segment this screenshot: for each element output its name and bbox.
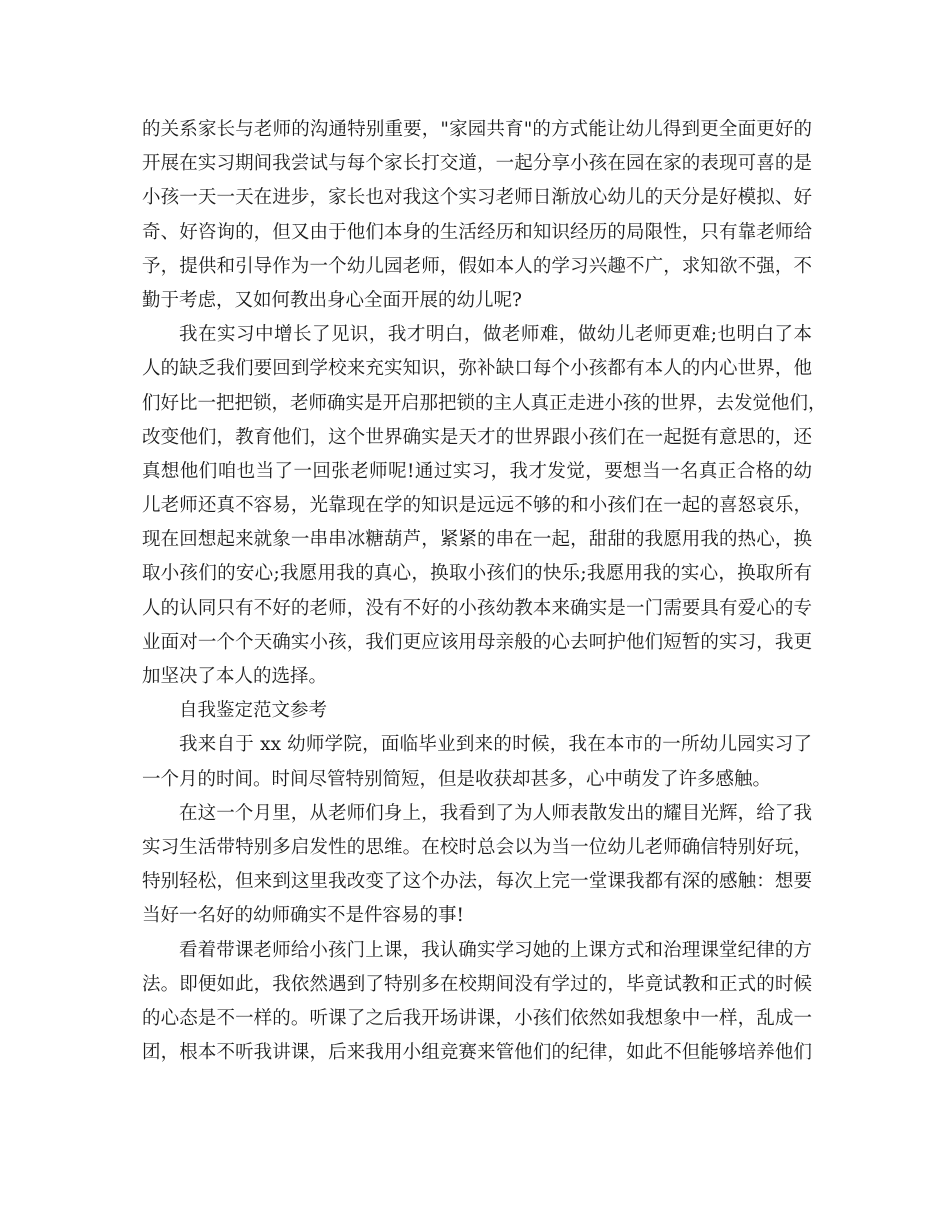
paragraph [142,318,827,694]
text-line: 奇、好咨询的，但又由于他们本身的生活经历和知识经历的局限性，只有靠老师给 [142,221,812,243]
text-line: 看着带课老师给小孩门上课，我认确实学习她的上课方式和治理课堂纪律的方 [179,939,812,961]
text-line: 开展在实习期间我尝试与每个家长打交道，一起分享小孩在园在家的表现可喜的是 [142,153,812,175]
text-line: 改变他们，教育他们，这个世界确实是天才的世界跟小孩们在一起挺有意思的，还 [142,426,812,448]
text-line: 真想他们咱也当了一回张老师呢!通过实习，我才发觉，要想当一名真正合格的幼 [142,460,812,482]
text-line: 现在回想起来就象一串串冰糖葫芦，紧紧的串在一起，甜甜的我愿用我的热心，换 [142,529,812,551]
text-line: 一个月的时间。时间尽管特别简短，但是收获却甚多，心中萌发了许多感触。 [142,768,772,790]
text-line: 人的缺乏我们要回到学校来充实知识，弥补缺口每个小孩都有本人的内心世界，他 [142,358,812,380]
paragraph [142,694,812,728]
text-line: 实习生活带特别多启发性的思维。在校时总会以为当一位幼儿老师确信特别好玩， [142,836,812,858]
paragraph [142,797,812,934]
text-line: 在这一个月里，从老师们身上，我看到了为人师表散发出的耀目光辉，给了我 [179,802,812,824]
text-line: 法。即便如此，我依然遇到了特别多在校期间没有学过的，毕竟试教和正式的时候 [142,973,812,995]
text-line: 自我鉴定范文参考 [179,700,328,722]
text-line: 我在实习中增长了见识，我才明白，做老师难，做幼儿老师更难;也明白了本 [179,324,812,346]
document-body [142,113,827,1070]
text-line: 小孩一天一天在进步，家长也对我这个实习老师日渐放心幼儿的天分是好模拟、好 [142,187,812,209]
text-line: 业面对一个个天确实小孩，我们更应该用母亲般的心去呵护他们短暂的实习，我更 [142,631,812,653]
text-line: 人的认同只有不好的老师，没有不好的小孩幼教本来确实是一门需要具有爱心的专 [142,597,812,619]
text-line: 取小孩们的安心;我愿用我的真心，换取小孩们的快乐;我愿用我的实心，换取所有 [142,563,812,585]
text-line: 予，提供和引导作为一个幼儿园老师，假如本人的学习兴趣不广，求知欲不强，不 [142,255,812,277]
text-line: 的关系家长与老师的沟通特别重要，"家园共育"的方式能让幼儿得到更全面更好的 [142,119,812,140]
text-line: 团，根本不听我讲课，后来我用小组竞赛来管他们的纪律，如此不但能够培养他们 [142,1042,812,1064]
text-line: 加坚决了本人的选择。 [142,666,328,687]
text-line: 的心态是不一样的。听课了之后我开场讲课，小孩们依然如我想象中一样，乱成一 [142,1007,812,1029]
paragraph [142,113,812,318]
text-line: 勤于考虑，又如何教出身心全面开展的幼儿呢? [142,289,522,311]
text-line: 特别轻松，但来到这里我改变了这个办法，每次上完一堂课我都有深的感触：想要 [142,871,812,893]
paragraph [142,728,812,796]
text-line: 当好一名好的幼师确实不是件容易的事! [142,905,464,927]
paragraph [142,934,812,1071]
text-line: 我来自于 xx 幼师学院，面临毕业到来的时候，我在本市的一所幼儿园实习了 [179,734,812,756]
text-line: 们好比一把把锁，老师确实是开启那把锁的主人真正走进小孩的世界，去发觉他们， [142,392,827,414]
text-line: 儿老师还真不容易，光靠现在学的知识是远远不够的和小孩们在一起的喜怒哀乐， [142,495,812,517]
